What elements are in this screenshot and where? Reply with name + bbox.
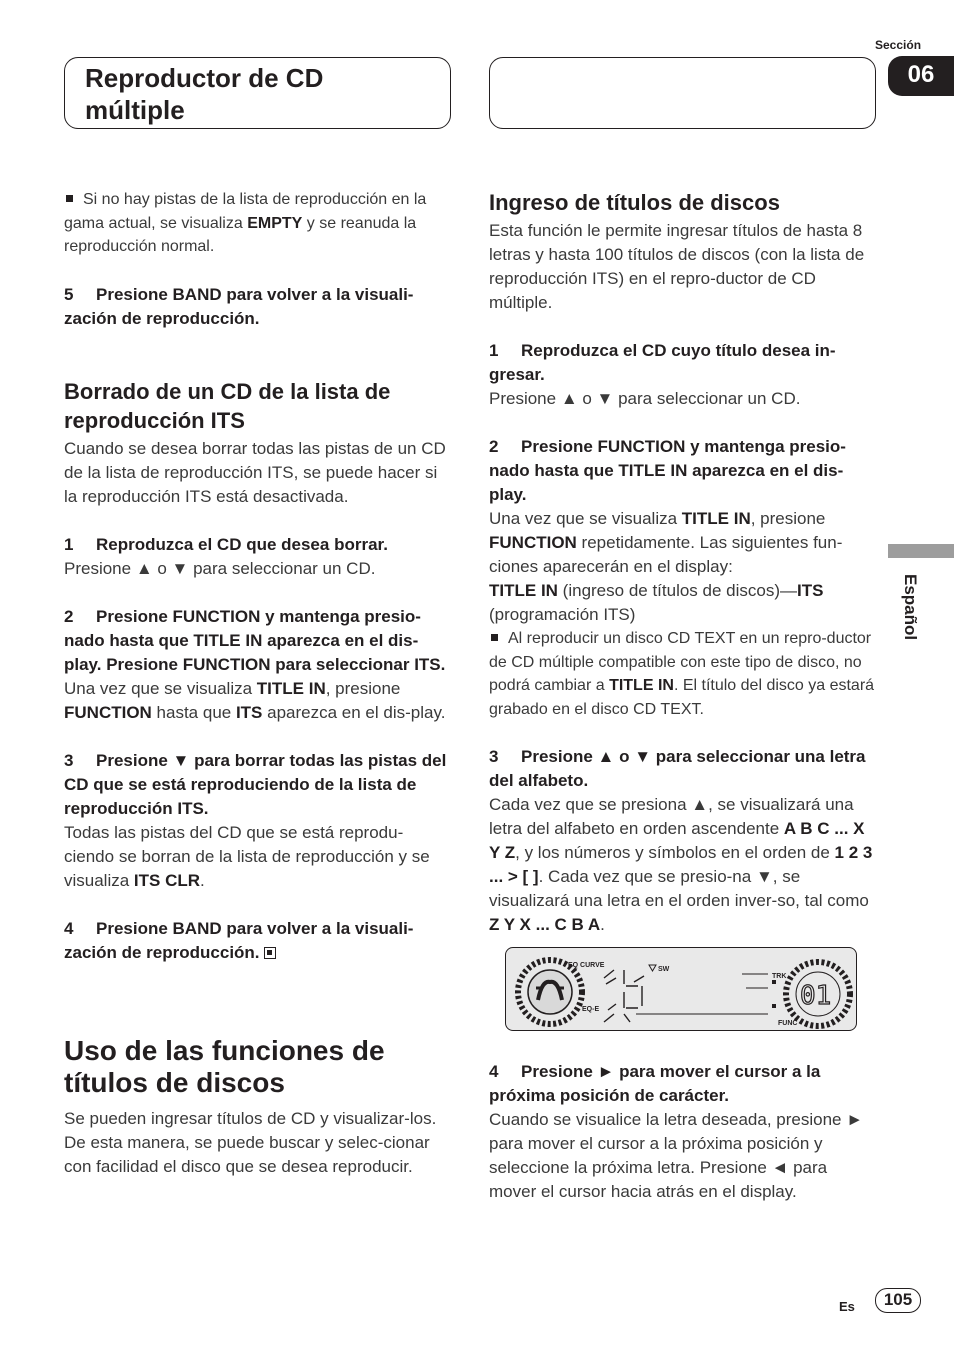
right-column bbox=[489, 188, 877, 937]
ingreso-note: Al reproducir un disco CD TEXT en un repro-ductor de CD múltiple compatible con este tipo de disco, no podrá cambiar a TITLE IN. El título del disco ya estará grabado en el disco CD TEXT. bbox=[489, 630, 875, 718]
ingreso-step-2-funcs: TITLE IN (ingreso de títulos de discos)—ITS (programación ITS) bbox=[489, 581, 824, 624]
note-bullet-icon bbox=[491, 634, 498, 641]
end-mark-icon bbox=[264, 947, 276, 959]
step-5: 5 Presione BAND para volver a la visuali-zación de reproducción. bbox=[64, 284, 414, 328]
ingreso-step-1-body: Presione ▲ o ▼ para seleccionar un CD. bbox=[489, 389, 801, 408]
borrado-step-2-body: Una vez que se visualiza TITLE IN, presione FUNCTION hasta que ITS aparezca en el dis-play. bbox=[64, 678, 446, 722]
func-label: FUNC bbox=[778, 1020, 798, 1027]
section-ingreso-title: Ingreso de títulos de discos bbox=[489, 190, 780, 215]
lcd-display-illustration bbox=[505, 947, 857, 1031]
left-dial-icon bbox=[518, 960, 582, 1024]
borrado-step-4: 4 Presione BAND para volver a la visuali-zación de reproducción. bbox=[64, 918, 414, 962]
page-number: 105 bbox=[875, 1288, 921, 1313]
language-label: Español bbox=[901, 574, 920, 641]
ingreso-step-4-body: Cuando se visualice la letra deseada, presione ► para mover el cursor a la próxima posición y seleccione la próxima letra. Presione ◄ para mover el cursor hacia atrás en el display. bbox=[489, 1110, 864, 1201]
ingreso-intro: Esta función le permite ingresar títulos de hasta 8 letras y hasta 100 títulos de discos (con la lista de reproducción ITS) en el repro-ductor de CD múltiple. bbox=[489, 221, 865, 312]
header-title-box bbox=[64, 57, 451, 129]
note-empty: Si no hay pistas de la lista de reproducción en la gama actual, se visualiza EMPTY y se reanuda la reproducción normal. bbox=[64, 191, 427, 255]
borrado-step-1-body: Presione ▲ o ▼ para seleccionar un CD. bbox=[64, 558, 376, 578]
uso-body: Se pueden ingresar títulos de CD y visualizar-los. De esta manera, se puede buscar y selec-cionar con facilidad el disco que se desea reproducir. bbox=[64, 1108, 437, 1176]
eq-e-label: EQ-E bbox=[582, 1006, 600, 1013]
ingreso-step-1: 1 Reproduzca el CD cuyo título desea in-gresar. bbox=[489, 341, 836, 384]
ingreso-step-2: 2 Presione FUNCTION y mantenga presio-nado hasta que TITLE IN aparezca en el dis-play. bbox=[489, 437, 846, 504]
header-empty-box bbox=[489, 57, 876, 129]
trk-label: TRK bbox=[772, 973, 787, 980]
ingreso-step-3: 3 Presione ▲ o ▼ para seleccionar una letra del alfabeto. bbox=[489, 747, 866, 790]
header-title: Reproductor de CD múltiple bbox=[85, 63, 324, 125]
borrado-step-3-body: Todas las pistas del CD que se está reprodu-ciendo se borran de la lista de reproducción y se visualiza ITS CLR. bbox=[64, 822, 430, 890]
ingreso-step-3-body: Cada vez que se presiona ▲, se visualizará una letra del alfabeto en orden ascendente A B C ... X Y Z, y los números y símbolos en el orden de 1 2 3 ... > [ ]. Cada vez que se presio-na ▼, se visualizará una letra en el orden inver-so, tal como Z Y X ... C B A. bbox=[489, 795, 873, 934]
note-bullet-icon bbox=[66, 195, 73, 202]
section-number: 06 bbox=[888, 56, 954, 96]
section-label: Sección bbox=[875, 38, 922, 52]
borrado-intro: Cuando se desea borrar todas las pistas de un CD de la lista de reproducción ITS, se puede hacer si la reproducción ITS está desactivada. bbox=[64, 438, 446, 506]
footer-lang-code: Es bbox=[839, 1299, 855, 1314]
ingreso-step-4: 4 Presione ► para mover el cursor a la próxima posición de carácter. bbox=[489, 1062, 821, 1105]
track-digits: 01 bbox=[800, 981, 832, 1011]
section-borrado-title: Borrado de un CD de la lista de reproducción ITS bbox=[64, 378, 391, 433]
eq-curve-label: EQ CURVE bbox=[568, 962, 605, 969]
lcd-display-svg bbox=[506, 948, 858, 1032]
ingreso-step-2-body: Una vez que se visualiza TITLE IN, presione FUNCTION repetidamente. Las siguientes fun-ciones aparecerán en el display: bbox=[489, 509, 843, 576]
right-column-lower bbox=[489, 1060, 877, 1204]
left-column bbox=[64, 188, 452, 1179]
language-tab bbox=[888, 544, 954, 558]
section-uso-title: Uso de las funciones de títulos de discos bbox=[64, 1034, 385, 1098]
borrado-step-1: 1 Reproduzca el CD que desea borrar. bbox=[64, 534, 388, 554]
sw-triangle-icon bbox=[649, 965, 656, 971]
borrado-step-2: 2 Presione FUNCTION y mantenga presio-nado hasta que TITLE IN aparezca en el dis-play. Presione FUNCTION para seleccionar ITS. bbox=[64, 606, 446, 674]
borrado-step-3: 3 Presione ▼ para borrar todas las pistas del CD que se está reproduciendo de la lista de reproducción ITS. bbox=[64, 750, 447, 818]
sw-label: SW bbox=[658, 966, 670, 973]
